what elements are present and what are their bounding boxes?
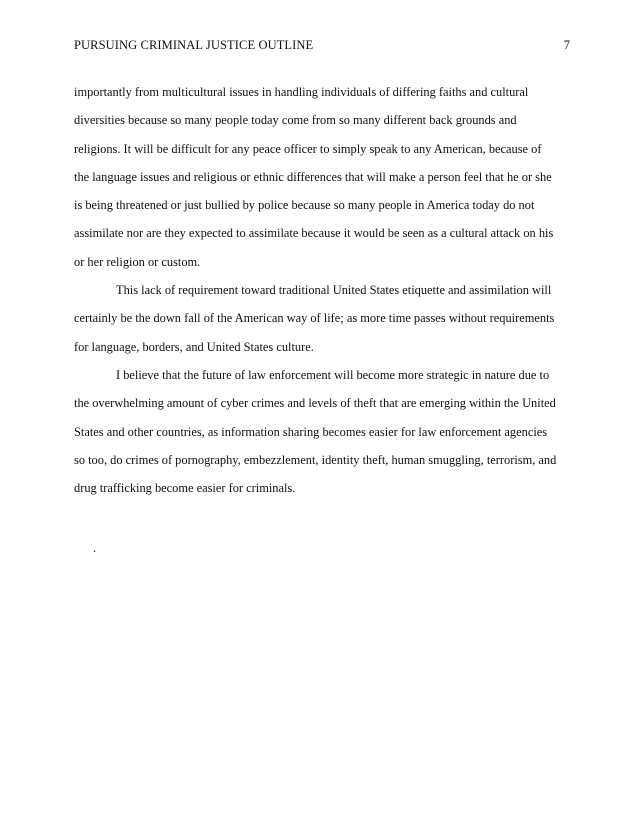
text-line: certainly be the down fall of the American way of life; as more time passes without requirements [74, 311, 555, 326]
stray-period: . [93, 541, 97, 555]
text-line: drug trafficking become easier for criminals. [74, 481, 296, 496]
text-line: diversities because so many people today come from so many different back grounds and [74, 113, 517, 128]
text-line: religions. It will be difficult for any peace officer to simply speak to any American, because of [74, 141, 542, 156]
paragraph-first-line: I believe that the future of law enforcement will become more strategic in nature due to [116, 367, 550, 382]
text-line: for language, borders, and United States culture. [74, 339, 314, 354]
text-line: the overwhelming amount of cyber crimes and levels of theft that are emerging within the United [74, 396, 556, 411]
text-line: assimilate nor are they expected to assimilate because it would be seen as a cultural attack on his [74, 226, 554, 241]
text-line: is being threatened or just bullied by police because so many people in America today do not [74, 198, 535, 213]
page-number: 7 [563, 38, 570, 52]
text-line: the language issues and religious or ethnic differences that will make a person feel that he or she [74, 169, 552, 184]
text-line: or her religion or custom. [74, 254, 201, 269]
paragraph-first-line: This lack of requirement toward traditional United States etiquette and assimilation will [116, 283, 552, 298]
text-line: States and other countries, as information sharing becomes easier for law enforcement agencies [74, 424, 548, 439]
body-text [74, 78, 572, 502]
running-head: PURSUING CRIMINAL JUSTICE OUTLINE [74, 38, 314, 52]
text-line: importantly from multicultural issues in handling individuals of differing faiths and cultural [74, 85, 529, 99]
text-line: so too, do crimes of pornography, embezzlement, identity theft, human smuggling, terrorism, and [74, 452, 557, 467]
